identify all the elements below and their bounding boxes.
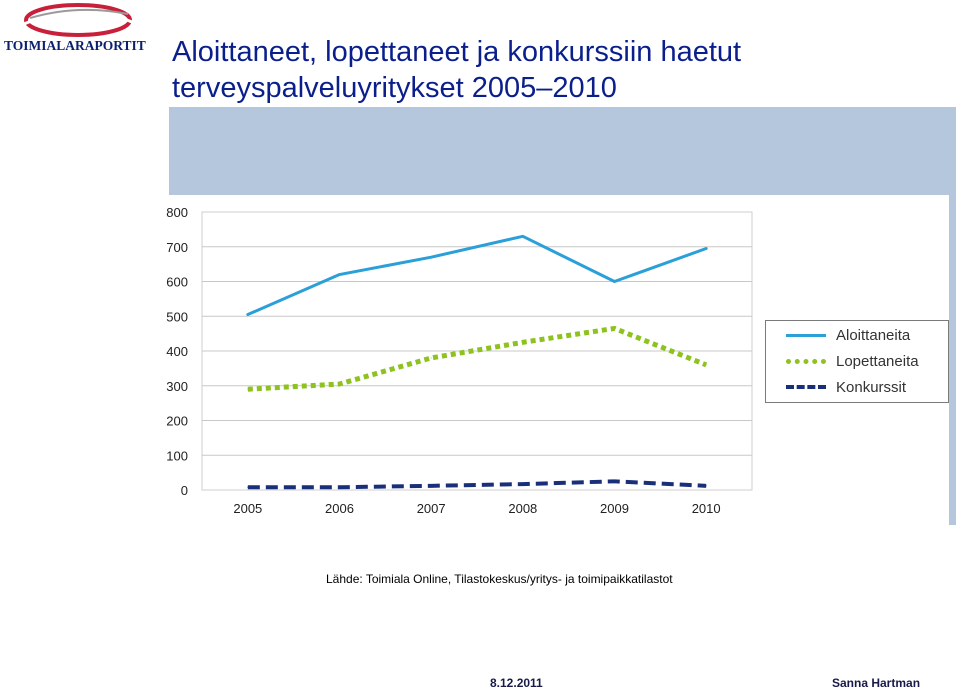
y-tick-label: 800	[166, 205, 188, 220]
data-point	[522, 236, 523, 237]
y-tick-label: 700	[166, 239, 188, 255]
y-tick-label: 200	[166, 413, 188, 429]
legend-item-konkurssit	[766, 375, 948, 401]
data-point	[522, 342, 523, 343]
data-point	[431, 257, 432, 258]
data-point	[431, 485, 432, 486]
data-point	[339, 384, 340, 385]
toimialaraportit-logo	[0, 0, 160, 60]
data-point	[706, 248, 707, 249]
title-line-1: Aloittaneet, lopettaneet ja konkurssiin haetut	[172, 36, 742, 68]
footer-date: 8.12.2011	[490, 676, 543, 690]
data-point	[247, 314, 248, 315]
legend-swatch-lopettaneita	[786, 359, 826, 364]
legend-label-aloittaneita: Aloittaneita	[836, 327, 911, 344]
source-note: Lähde: Toimiala Online, Tilastokeskus/yritys- ja toimipaikkatilastot	[326, 572, 673, 586]
y-tick-label: 0	[180, 483, 188, 498]
legend-label-lopettaneita: Lopettaneita	[836, 353, 919, 370]
x-tick-label: 2010	[691, 501, 721, 516]
legend-item-aloittaneita	[766, 323, 948, 349]
legend-label-konkurssit: Konkurssit	[836, 379, 907, 396]
data-point	[247, 389, 248, 390]
data-point	[706, 364, 707, 365]
x-tick-label: 2008	[508, 501, 538, 516]
chart-legend	[765, 320, 949, 403]
x-axis-ticks	[233, 501, 720, 516]
data-point	[706, 485, 707, 486]
data-point	[522, 484, 523, 485]
header-band	[169, 107, 956, 195]
data-point	[247, 487, 248, 488]
legend-item-lopettaneita	[766, 349, 948, 375]
data-point	[614, 328, 615, 329]
logo-swoosh-icon	[0, 0, 160, 60]
legend-swatch-konkurssit	[786, 385, 826, 389]
data-point	[614, 281, 615, 282]
line-chart	[150, 200, 770, 520]
x-tick-label: 2005	[233, 501, 263, 516]
data-point	[614, 481, 615, 482]
title-line-2: terveyspalveluyritykset 2005–2010	[172, 72, 617, 104]
y-tick-label: 600	[166, 274, 188, 290]
logo-text: TOIMIALARAPORTIT	[4, 38, 146, 53]
x-tick-label: 2007	[416, 501, 446, 516]
x-tick-label: 2009	[600, 501, 629, 516]
y-tick-label: 400	[166, 344, 188, 359]
side-band	[949, 195, 956, 525]
legend-swatch-aloittaneita	[786, 334, 826, 337]
data-point	[431, 357, 432, 358]
footer-author: Sanna Hartman	[832, 676, 921, 690]
data-point	[339, 274, 340, 275]
y-tick-label: 500	[166, 309, 188, 325]
y-tick-label: 100	[166, 448, 188, 464]
x-tick-label: 2006	[325, 501, 354, 516]
data-point	[339, 487, 340, 488]
y-tick-label: 300	[166, 378, 188, 394]
y-axis-ticks	[166, 205, 188, 498]
page-title	[172, 34, 741, 106]
